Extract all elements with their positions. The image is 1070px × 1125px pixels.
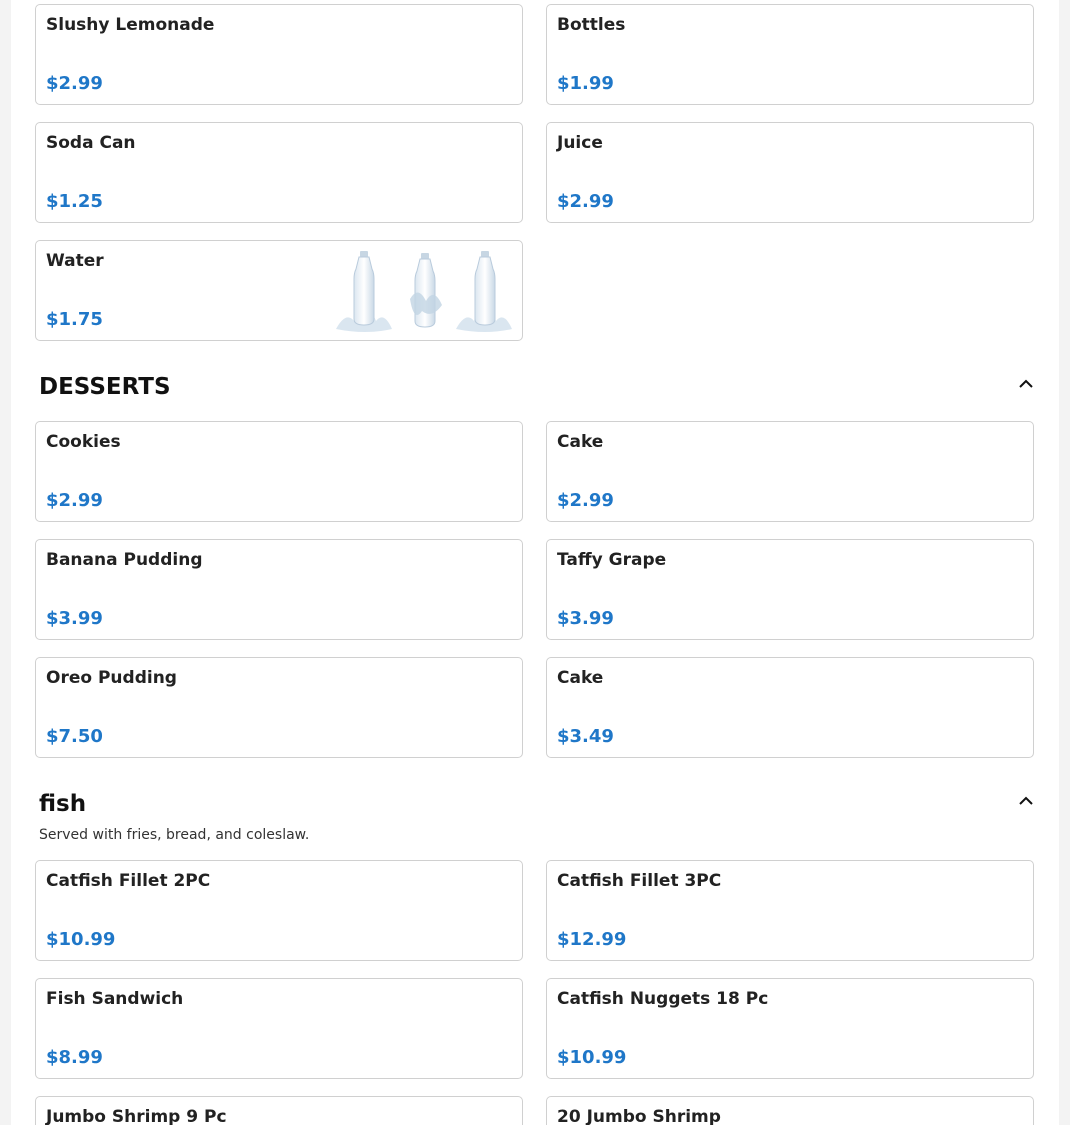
menu-item-card[interactable] xyxy=(35,657,523,758)
chevron-up-icon[interactable] xyxy=(1018,376,1034,392)
item-price: $7.50 xyxy=(46,726,103,747)
item-name: Slushy Lemonade xyxy=(46,15,215,35)
item-name: Catfish Fillet 2PC xyxy=(46,871,211,891)
item-price: $2.99 xyxy=(557,490,614,511)
item-name: Fish Sandwich xyxy=(46,989,184,1009)
menu-item-card[interactable] xyxy=(546,657,1034,758)
item-name: Cookies xyxy=(46,432,121,452)
item-name: 20 Jumbo Shrimp xyxy=(557,1107,721,1125)
menu-item-card[interactable] xyxy=(35,860,523,961)
menu-item-card[interactable] xyxy=(35,122,523,223)
menu-item-card[interactable] xyxy=(35,539,523,640)
item-name: Oreo Pudding xyxy=(46,668,177,688)
item-name: Taffy Grape xyxy=(557,550,667,570)
item-name: Cake xyxy=(557,668,604,688)
menu-item-card[interactable] xyxy=(35,421,523,522)
section-header-desserts xyxy=(39,374,1034,400)
chevron-up-icon[interactable] xyxy=(1018,793,1034,809)
fish-grid xyxy=(35,860,1034,1125)
menu-item-card[interactable] xyxy=(546,539,1034,640)
item-price: $1.99 xyxy=(557,73,614,94)
item-name: Cake xyxy=(557,432,604,452)
menu-item-card[interactable] xyxy=(35,240,523,341)
menu-page xyxy=(11,0,1059,1125)
item-price: $2.99 xyxy=(46,73,103,94)
item-price: $1.75 xyxy=(46,309,103,330)
item-price: $8.99 xyxy=(46,1047,103,1068)
menu-item-card[interactable] xyxy=(546,860,1034,961)
item-name: Jumbo Shrimp 9 Pc xyxy=(46,1107,227,1125)
item-price: $2.99 xyxy=(46,490,103,511)
menu-item-card[interactable] xyxy=(546,122,1034,223)
section-title: fish xyxy=(39,791,87,817)
menu-item-card[interactable] xyxy=(546,4,1034,105)
item-name: Juice xyxy=(557,133,603,153)
item-name: Banana Pudding xyxy=(46,550,203,570)
item-price: $3.49 xyxy=(557,726,614,747)
item-name: Catfish Nuggets 18 Pc xyxy=(557,989,769,1009)
beverages-grid xyxy=(35,4,1034,341)
desserts-grid xyxy=(35,421,1034,758)
item-price: $3.99 xyxy=(46,608,103,629)
item-price: $10.99 xyxy=(557,1047,627,1068)
section-title: DESSERTS xyxy=(39,374,171,400)
item-price: $10.99 xyxy=(46,929,116,950)
item-name: Bottles xyxy=(557,15,626,35)
section-header-fish xyxy=(39,791,1034,843)
item-price: $1.25 xyxy=(46,191,103,212)
menu-item-card[interactable] xyxy=(546,978,1034,1079)
item-price: $12.99 xyxy=(557,929,627,950)
menu-item-card[interactable] xyxy=(35,978,523,1079)
menu-item-card[interactable] xyxy=(546,421,1034,522)
water-bottles-image xyxy=(326,249,516,335)
item-price: $3.99 xyxy=(557,608,614,629)
menu-item-card[interactable] xyxy=(35,4,523,105)
item-name: Catfish Fillet 3PC xyxy=(557,871,722,891)
item-name: Soda Can xyxy=(46,133,136,153)
menu-item-card[interactable] xyxy=(546,1096,1034,1125)
item-name: Water xyxy=(46,251,104,271)
item-price: $2.99 xyxy=(557,191,614,212)
section-description: Served with fries, bread, and coleslaw. xyxy=(39,827,310,843)
menu-item-card[interactable] xyxy=(35,1096,523,1125)
